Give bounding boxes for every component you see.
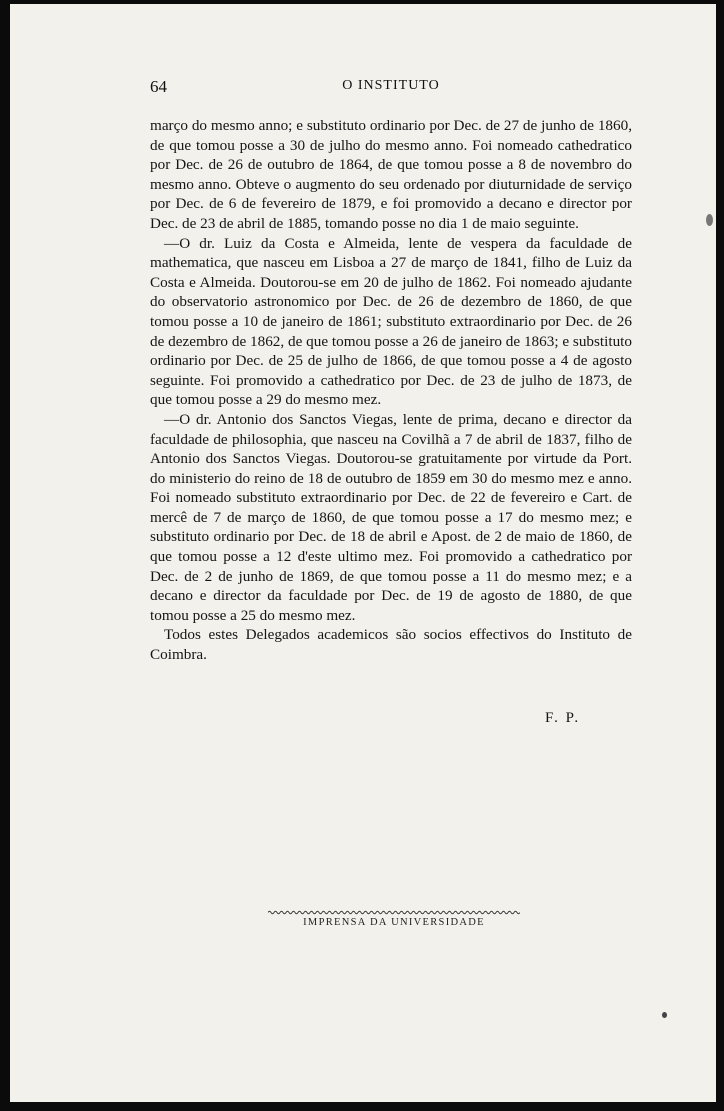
paragraph: Todos estes Delegados academicos são socios effectivos do Instituto de Coimbra. — [150, 626, 632, 664]
paragraph: —O dr. Antonio dos Sanctos Viegas, lente de prima, decano e director da faculdade de philosophia, que nasceu na Covilhã a 7 de abril de 1837, filho de Antonio dos Sanctos Viegas. Doutorou-se gratuitamente por virtude da Port. do ministerio do reino de 18 de outubro de 1859 em 30 do mesmo mez e anno. Foi nomeado substituto extraordinario por Dec. de 22 de fevereiro e Cart. de mercê de 7 de março de 1860, de que tomou posse a 17 do mesmo mez; e substituto ordinario por Dec. de 18 de abril e Apost. de 2 de maio de 1860, de que tomou posse a 12 d'este ultimo mez. Foi promovido a cathedratico por Dec. de 2 de junho de 1869, de que tomou posse a 11 do mesmo mez; e a decano e director da faculdade por Dec. de 19 de agosto de 1880, de que tomou posse a 25 do mesmo mez. — [150, 410, 632, 624]
print-speck — [662, 1012, 667, 1018]
print-speck — [706, 214, 713, 226]
signature: F. P. — [545, 710, 581, 726]
body-text — [150, 116, 632, 665]
paragraph: —O dr. Luiz da Costa e Almeida, lente de vespera da faculdade de mathematica, que nasceu em Lisboa a 27 de março de 1841, filho de Luiz da Costa e Almeida. Doutorou-se em 20 de julho de 1862. Foi nomeado ajudante do observatorio astronomico por Dec. de 26 de dezembro de 1860, de que tomou posse a 10 de janeiro de 1861; substituto extraordinario por Dec. de 26 de dezembro de 1862, de que tomou posse a 26 de janeiro de 1863; e substituto ordinario por Dec. de 25 de julho de 1866, de que tomou posse a 4 de agosto seguinte. Foi promovido a cathedratico por Dec. de 23 de julho de 1873, de que tomou posse a 29 do mesmo mez. — [150, 234, 632, 409]
imprint-line: IMPRENSA DA UNIVERSIDADE — [303, 917, 485, 928]
decorative-wavy-rule — [268, 910, 520, 915]
page-header — [150, 77, 632, 99]
page-number: 64 — [150, 77, 167, 96]
running-title: O INSTITUTO — [342, 78, 440, 93]
paragraph: março do mesmo anno; e substituto ordinario por Dec. de 27 de junho de 1860, de que tomou posse a 30 de julho do mesmo anno. Foi nomeado cathedratico por Dec. de 26 de outubro de 1864, de que tomou posse a 8 de novembro do mesmo anno. Obteve o augmento do seu ordenado por diuturnidade de serviço por Dec. de 6 de fevereiro de 1879, e foi promovido a decano e director por Dec. de 23 de abril de 1885, tomando posse no dia 1 de maio seguinte. — [150, 117, 632, 232]
